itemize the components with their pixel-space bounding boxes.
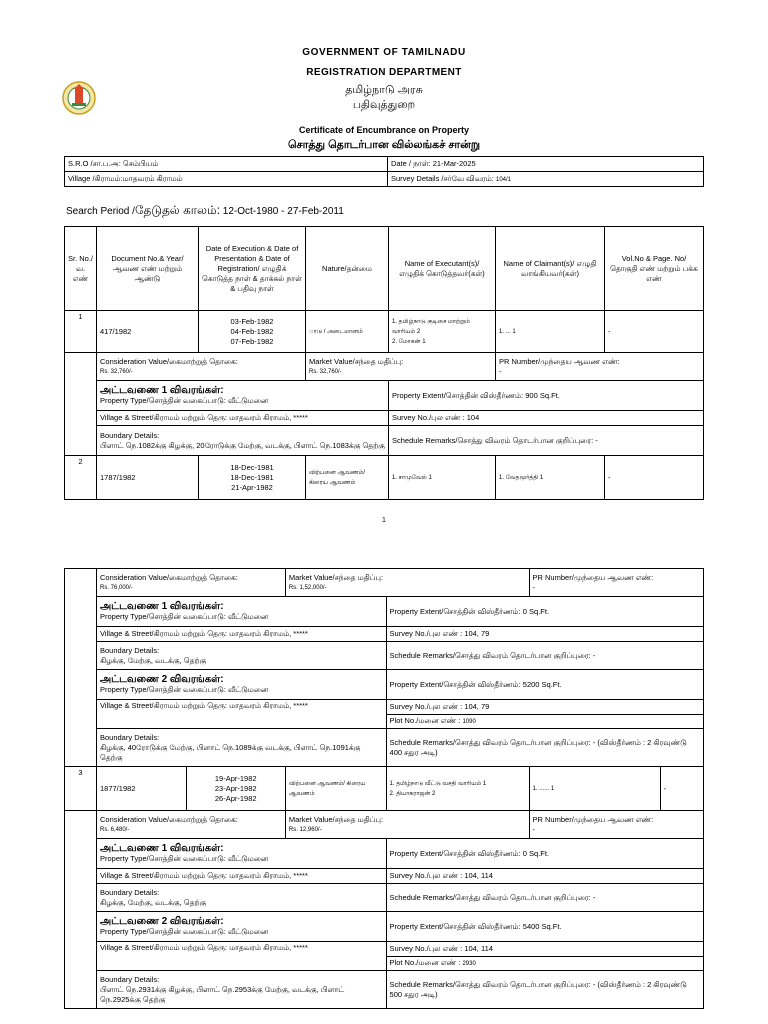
table-row: 2 1787/1982 18-Dec-1981 18-Dec-1981 21-Apr-1982 விற்பனை ஆவணம்/ கிரைய ஆவணம் 1. சாமுவேல் 1 1. வேதமூர்த்தி 1 -: [65, 456, 704, 500]
dept-title-tamil: பதிவுத்துறை: [352, 99, 416, 111]
table-row: அட்டவணை 1 விவரங்கள்: Property Type/சொத்தின் வகைப்பாடு: வீட்டுமனை Property Extent/சொத்தின் விஸ்தீர்ணம்: 900 Sq.Ft.: [65, 381, 704, 411]
col-doc: Document No.& Year/ ஆவண எண் மற்றும் ஆண்டு: [97, 227, 199, 311]
table-row: Boundary Details: கிழக்கு, 40ரோடுக்கு மேற்கு, பிளாட் நெ.1089க்கு வடக்கு, பிளாட் நெ.1091க்கு தெற்கு Schedule Remarks/சொத்து விவரம் தொடர்பான குறிப்புரை: - (விஸ்தீர்ணம் : 2 கிரவுண்டு 400 சதுர அடி): [65, 729, 704, 767]
tamilnadu-emblem-icon: [62, 80, 96, 116]
col-vol: Vol.No & Page. No/ தொகுதி எண் மற்றும் பக்க எண்: [605, 227, 704, 311]
col-executant: Name of Executant(s)/ எழுதிக் கொடுத்தவர்(கள்): [389, 227, 496, 311]
table-row: Village & Street/கிராமம் மற்றும் தெரு: மாதவரம் கிராமம், ***** Survey No./புல எண் : 104, 114: [65, 942, 704, 957]
col-sr: Sr. No./வ. எண்: [65, 227, 97, 311]
col-nature: Nature/தன்மை: [306, 227, 389, 311]
table-row: அட்டவணை 2 விவரங்கள்: Property Type/சொத்தின் வகைப்பாடு: வீட்டுமனை Property Extent/சொத்தின் விஸ்தீர்ணம்: 5200 Sq.Ft.: [65, 670, 704, 700]
table-row: Consideration Value/கைமாற்றுத் தொகை: Rs. 32,760/- Market Value/சந்தை மதிப்பு: Rs. 32,760/- PR Number/முந்தைய ஆவண எண்: -: [65, 353, 704, 381]
certificate-title: Certificate of Encumbrance on Property: [298, 125, 470, 135]
table-row: Village & Street/கிராமம் மற்றும் தெரு: மாதவரம் கிராமம், ***** Survey No./புல எண் : 104, 114: [65, 869, 704, 884]
table-row: Boundary Details: கிழக்கு, மேற்கு, வடக்கு, தெற்கு Schedule Remarks/சொத்து விவரம் தொடர்பான குறிப்புரை: -: [65, 884, 704, 912]
table-row: Boundary Details: பிளாட் நெ.1082க்கு கிழக்கு, 20ரோடுக்கு மேற்கு, வடக்கு, பிளாட் நெ.1083க்கு தெற்கு Schedule Remarks/சொத்து விவரம் தொடர்பான குறிப்புரை: -: [65, 426, 704, 456]
gov-title-tamil: தமிழ்நாடு அரசு: [345, 84, 423, 96]
survey-cell: Survey Details /சர்வே விவரம்: 104/1: [388, 172, 704, 187]
table-row: Boundary Details: பிளாட் நெ.2931க்கு கிழக்கு, பிளாட் நெ.2953க்கு மேற்கு, வடக்கு, பிளாட் நெ.2925க்கு தெற்கு Schedule Remarks/சொத்து விவரம் தொடர்பான குறிப்புரை: - (விஸ்தீர்ணம் : 2 கிரவுண்டு 500 சதுர அடி): [65, 971, 704, 1009]
table-row: 3 1877/1982 19-Apr-1982 23-Apr-1982 26-Apr-1982 விற்பனை ஆவணம்/ கிரைய ஆவணம் 1. தமிழ்நாடு வீட்டு வசதி வாரியம் 1 2. தியாகராஜன் 2 1. ...... 1 -: [65, 767, 704, 811]
gov-title: GOVERNMENT OF TAMILNADU: [302, 47, 466, 58]
table-row: அட்டவணை 1 விவரங்கள்: Property Type/சொத்தின் வகைப்பாடு: வீட்டுமனை Property Extent/சொத்தின் விஸ்தீர்ணம்: 0 Sq.Ft.: [65, 839, 704, 869]
table-row: Consideration Value/கைமாற்றுத் தொகை: Rs. 6,480/- Market Value/சந்தை மதிப்பு: Rs. 12,960/- PR Number/முந்தைய ஆவண எண்: -: [65, 811, 704, 839]
search-period: Search Period /தேடுதல் காலம்: 12-Oct-1980 - 27-Feb-2011: [66, 203, 344, 217]
col-claimant: Name of Claimant(s)/ எழுதி வாங்கியவர்(கள்): [496, 227, 605, 311]
dept-title: REGISTRATION DEPARTMENT: [306, 67, 462, 78]
village-cell: Village /கிராமம்:மாதவரம் கிராமம்: [65, 172, 388, 187]
table-row: Consideration Value/கைமாற்றுத் தொகை: Rs. 76,000/- Market Value/சந்தை மதிப்பு: Rs. 1,52,000/- PR Number/முந்தைய ஆவண எண்: -: [65, 569, 704, 597]
info-table: [64, 156, 704, 187]
table-row: அட்டவணை 2 விவரங்கள்: Property Type/சொத்தின் வகைப்பாடு: வீட்டுமனை Property Extent/சொத்தின் விஸ்தீர்ணம்: 5400 Sq.Ft.: [65, 912, 704, 942]
table-row: Plot No./மனை எண் : 2930: [65, 957, 704, 971]
column-header-row: [65, 227, 704, 311]
table-row: Village & Street/கிராமம் மற்றும் தெரு: மாதவரம் கிராமம், ***** Survey No./புல எண் : 104: [65, 411, 704, 426]
table-row: அட்டவணை 1 விவரங்கள்: Property Type/சொத்தின் வகைப்பாடு: வீட்டுமனை Property Extent/சொத்தின் விஸ்தீர்ணம்: 0 Sq.Ft.: [65, 597, 704, 627]
table-row: Boundary Details: கிழக்கு, மேற்கு, வடக்கு, தெற்கு Schedule Remarks/சொத்து விவரம் தொடர்பான குறிப்புரை: -: [65, 642, 704, 670]
table-row: Village & Street/கிராமம் மற்றும் தெரு: மாதவரம் கிராமம், ***** Survey No./புல எண் : 104, 79: [65, 627, 704, 642]
sro-cell: S.R.O /சா.ப.அ: செம்பியம்: [65, 157, 388, 172]
encumbrance-table-page2: [64, 568, 704, 1009]
table-row: Village & Street/கிராமம் மற்றும் தெரு: மாதவரம் கிராமம், ***** Survey No./புல எண் : 104, 79: [65, 700, 704, 715]
date-cell: Date / நாள்: 21-Mar-2025: [388, 157, 704, 172]
table-row: Plot No./மனை எண் : 1090: [65, 715, 704, 729]
encumbrance-table-page1: [64, 226, 704, 500]
page-number: 1: [382, 517, 386, 524]
certificate-title-tamil: சொத்து தொடர்பான வில்லங்கச் சான்று: [287, 139, 481, 151]
col-date: Date of Execution & Date of Presentation & Date of Registration/ எழுதிக் கொடுத்த நாள் & தாக்கல் நாள் & பதிவு நாள்: [199, 227, 306, 311]
table-row: 1 417/1982 03-Feb-1982 04-Feb-1982 07-Feb-1982 ாடு / அடைமானம் 1. தமிழ்நாடு குடிசை மாற்றும் வாரியம் 2 2. மோகன் 1 1. ... 1 -: [65, 311, 704, 353]
